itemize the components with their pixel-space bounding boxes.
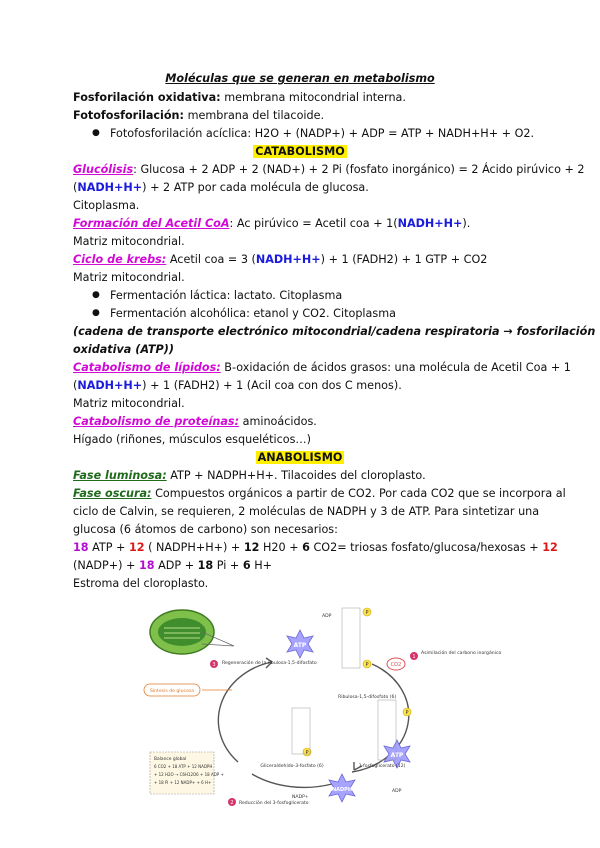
equation-line1 [73, 540, 558, 555]
krebs-nadh: NADH+H+ [255, 253, 321, 266]
molecule-skeletons [292, 608, 396, 760]
fase-oscura-line3: glucosa (6 átomos de carbono) son necesarios: [73, 523, 338, 536]
eq-t1: ATP + [88, 541, 129, 554]
fermentacion-alcoholica: Fermentación alcohólica: etanol y CO2. Citoplasma [110, 307, 396, 320]
fase-luminosa-line [73, 468, 426, 483]
step-3 [210, 659, 317, 668]
eq-t4: CO2= triosas fosfato/glucosa/hexosas + [309, 541, 543, 554]
step-2-label: Reducción del 3-fosfoglicerato [239, 801, 309, 806]
sintesis-glucosa-node [144, 684, 232, 696]
glucolisis-location: Citoplasma. [73, 199, 140, 212]
eq-t8: H+ [250, 559, 272, 572]
eq-n18b: 18 [138, 559, 155, 572]
krebs-location: Matriz mitocondrial. [73, 271, 185, 284]
acetil-text2: ). [462, 217, 471, 230]
lipidos-text2: ) + 1 (FADH2) + 1 (Acil coa con dos C menos). [142, 379, 402, 392]
fase-oscura-label: Fase oscura: [73, 487, 152, 500]
phosphate-symbol: P [365, 610, 369, 616]
lipidos-nadh: NADH+H+ [77, 379, 143, 392]
fosfoglicerato-label: 3-fosfoglicerato (12) [358, 764, 406, 769]
balance-line3: + 18 Pi + 12 NADP+ + 6 H+ [154, 780, 212, 785]
chloroplast-icon [150, 610, 234, 654]
svg-text:3: 3 [212, 662, 216, 668]
glucolisis-nadh: NADH+H+ [77, 181, 143, 194]
krebs-text2: ) + 1 (FADH2) + 1 GTP + CO2 [320, 253, 488, 266]
fase-luminosa-label: Fase luminosa: [73, 469, 167, 482]
co2-node [387, 658, 405, 670]
balance-line1: 6 CO2 + 18 ATP + 12 NADPH [154, 764, 213, 769]
acetil-nadh: NADH+H+ [397, 217, 463, 230]
krebs-label: Ciclo de krebs: [73, 253, 167, 266]
cadena-line1: (cadena de transporte electrónico mitocondrial/cadena respiratoria → fosforilación [73, 325, 596, 338]
acetil-label: Formación del Acetil CoA [73, 217, 230, 230]
estroma-line: Estroma del cloroplasto. [73, 577, 209, 590]
eq-n12b: 12 [243, 541, 260, 554]
fotofosforilacion-text: membrana del tilacoide. [184, 109, 325, 122]
fotofosforilacion-aciclica: Fotofosforilación acíclica: H2O + (NADP+) + ADP = ATP + NADH+H+ + O2. [110, 127, 535, 140]
eq-t6: ADP + [154, 559, 198, 572]
sintesis-glucosa-label: Síntesis de glucosa [149, 689, 195, 694]
acetil-line [73, 216, 470, 231]
proteinas-label: Catabolismo de proteínas: [73, 415, 240, 428]
eq-t3: H20 + [259, 541, 303, 554]
cadena-line2: oxidativa (ATP)) [73, 343, 174, 356]
fase-oscura-line2: ciclo de Calvin, se requieren, 2 moléculas de NADPH y 3 de ATP. Para sintetizar una [73, 505, 540, 518]
fase-luminosa-text: ATP + NADPH+H+. Tilacoides del cloroplasto. [166, 469, 426, 482]
eq-n12a: 12 [128, 541, 145, 554]
bullet-icon: ● [92, 290, 100, 300]
step-1-label: Asimilación del carbono inorgánico [421, 651, 502, 656]
step-1 [410, 649, 502, 660]
calvin-cycle-diagram [142, 602, 502, 812]
eq-n18c: 18 [197, 559, 214, 572]
fotofosforilacion-label: Fotofosforilación: [73, 109, 185, 122]
ribulosa-label: Ribulosa-1,5-difosfato (6) [338, 695, 397, 700]
balance-title: Balance global [154, 757, 187, 762]
eq-n12c: 12 [542, 541, 558, 554]
balance-line2: + 12 H2O → C6H12O6 + 18 ADP + [154, 772, 224, 777]
eq-n18a: 18 [73, 541, 89, 554]
nadph-badge [329, 774, 355, 802]
proteinas-line [73, 414, 317, 429]
glucolisis-text2: ) + 2 ATP por cada molécula de glucosa. [142, 181, 369, 194]
fase-oscura-line1 [73, 486, 566, 501]
step-3-label: Regeneración de la ribulosa-1,5-difosfato [222, 661, 317, 666]
eq-t2: ( NADPH+H+) + [144, 541, 244, 554]
nadp-label: NADP+ [292, 795, 309, 800]
glucolisis-line1 [73, 162, 585, 177]
fosforilacion-oxidativa-line [73, 90, 406, 105]
eq-t5: (NADP+) + [73, 559, 139, 572]
fase-oscura-text1: Compuestos orgánicos a partir de CO2. Por cada CO2 que se incorpora al [151, 487, 566, 500]
phosphate-markers [303, 608, 411, 756]
fosforilacion-oxidativa-text: membrana mitocondrial interna. [220, 91, 406, 104]
anabolismo-heading-row [0, 450, 600, 465]
glucolisis-open: ( [73, 181, 78, 194]
glucolisis-line2 [73, 180, 369, 195]
eq-n6a: 6 [302, 541, 310, 554]
phosphate-symbol: P [365, 662, 369, 668]
equation-line2 [73, 558, 272, 573]
krebs-text1: Acetil coa = 3 ( [166, 253, 256, 266]
bullet-icon: ● [92, 128, 100, 138]
acetil-text1: : Ac pirúvico = Acetil coa + 1( [229, 217, 398, 230]
co2-label: CO2 [390, 662, 402, 668]
lipidos-label: Catabolismo de lípidos: [73, 361, 221, 374]
phosphate-symbol: P [405, 710, 409, 716]
atp-badge-top-label: ATP [293, 642, 307, 649]
proteinas-location: Hígado (riñones, músculos esqueléticos…) [73, 433, 311, 446]
adp-label: ADP [322, 614, 332, 619]
lipidos-line2 [73, 378, 402, 393]
lipidos-text1: B-oxidación de ácidos grasos: una molécula de Acetil Coa + 1 [220, 361, 571, 374]
fotofosforilacion-line [73, 108, 324, 123]
krebs-line [73, 252, 487, 267]
catabolismo-heading: CATABOLISMO [255, 145, 345, 158]
atp-badge-top [287, 630, 313, 658]
acetil-location: Matriz mitocondrial. [73, 235, 185, 248]
proteinas-text: aminoácidos. [239, 415, 317, 428]
adp-label-bottom: ADP [392, 789, 402, 794]
svg-text:1: 1 [412, 654, 416, 660]
fosforilacion-oxidativa-label: Fosforilación oxidativa: [73, 91, 221, 104]
balance-box [150, 752, 224, 794]
nadph-badge-label: NADPH [331, 787, 353, 793]
catabolismo-heading-row [0, 144, 600, 159]
glucolisis-text1: : Glucosa + 2 ADP + 2 (NAD+) + 2 Pi (fosfato inorgánico) = 2 Ácido pirúvico + 2 [133, 163, 585, 176]
lipidos-location: Matriz mitocondrial. [73, 397, 185, 410]
atp-badge-bottom-label: ATP [390, 752, 404, 759]
glucolisis-label: Glucólisis [73, 163, 134, 176]
eq-t7: Pi + [213, 559, 243, 572]
eq-n6b: 6 [242, 559, 251, 572]
phosphate-symbol: P [305, 750, 309, 756]
lipidos-open: ( [73, 379, 78, 392]
anabolismo-heading: ANABOLISMO [257, 451, 343, 464]
page-title: Moléculas que se generan en metabolismo [165, 72, 435, 85]
gliceraldehido-label: Gliceraldehído-3-fosfato (6) [260, 764, 324, 769]
bullet-icon: ● [92, 308, 100, 318]
lipidos-line1 [73, 360, 571, 375]
svg-text:2: 2 [230, 800, 234, 806]
fermentacion-lactica: Fermentación láctica: lactato. Citoplasma [110, 289, 343, 302]
